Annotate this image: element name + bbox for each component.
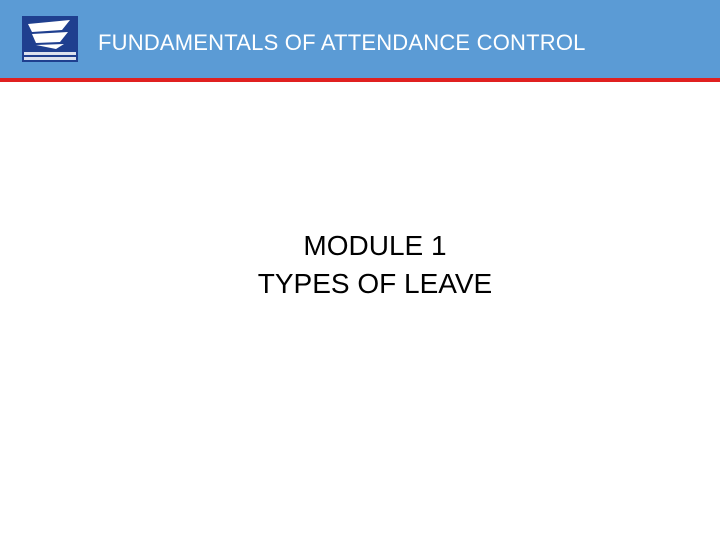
module-label: MODULE 1 bbox=[303, 230, 447, 261]
slide-body bbox=[0, 82, 720, 540]
header-bar bbox=[0, 0, 720, 78]
usps-eagle-logo-icon bbox=[22, 16, 78, 62]
module-title-block bbox=[0, 227, 720, 303]
module-subtitle: TYPES OF LEAVE bbox=[257, 268, 493, 299]
page-title: FUNDAMENTALS OF ATTENDANCE CONTROL bbox=[98, 30, 586, 55]
